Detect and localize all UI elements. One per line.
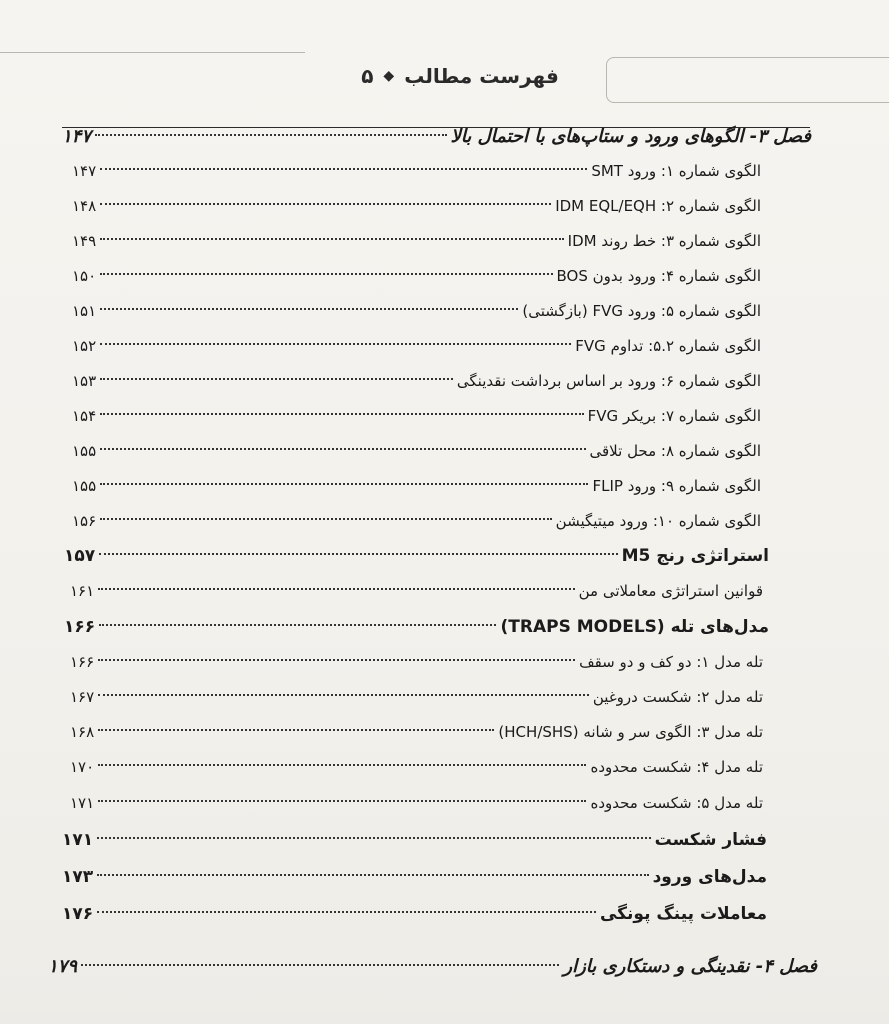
dot-leader — [98, 588, 574, 590]
header-title: فهرست مطالب — [404, 64, 559, 88]
toc-entry-title: فصل ۳- الگوهای ورود و ستاپ‌های با احتمال بالا — [450, 126, 811, 147]
toc-entry-title: الگوی شماره ۲: IDM EQL/EQH — [555, 197, 761, 215]
toc-entry-title: استراتژی رنج M5 — [621, 546, 769, 566]
toc-entry-section[interactable] — [62, 830, 767, 860]
toc-entry-page: ۱۵۲ — [72, 337, 97, 355]
dot-leader — [98, 659, 575, 661]
dot-leader — [100, 273, 552, 275]
toc-entry[interactable] — [70, 653, 763, 683]
toc-entry-chapter-4[interactable] — [48, 956, 817, 986]
toc-entry-page: ۱۵۰ — [72, 267, 97, 285]
toc-entry[interactable] — [70, 794, 763, 824]
toc-entry[interactable] — [72, 162, 761, 192]
dot-leader — [99, 553, 617, 555]
toc-entry-page: ۱۶۸ — [70, 723, 95, 741]
header-page-number: ۵ — [361, 64, 374, 88]
toc-entry-title: مدل‌های ورود — [652, 867, 767, 887]
dot-leader — [100, 448, 585, 450]
toc-entry[interactable] — [72, 372, 761, 402]
toc-entry-title: الگوی شماره ۵.۲: تداوم FVG — [575, 337, 761, 355]
toc-entry-page: ۱۶۷ — [70, 688, 95, 706]
toc-entry-page: ۱۷۳ — [62, 867, 94, 887]
toc-entry[interactable] — [72, 337, 761, 367]
toc-entry-title: تله مدل ۵: شکست محدوده — [590, 794, 763, 812]
toc-entry-page: ۱۴۸ — [72, 197, 97, 215]
toc-entry-title: الگوی شماره ۷: بریکر FVG — [587, 407, 761, 425]
toc-entry[interactable] — [72, 512, 761, 542]
toc-entry-section[interactable] — [62, 867, 767, 897]
toc-entry-page: ۱۵۴ — [72, 407, 97, 425]
toc-entry-page: ۱۷۱ — [62, 830, 94, 850]
dot-leader — [100, 168, 587, 170]
toc-entry-page: ۱۵۳ — [72, 372, 97, 390]
dot-leader — [100, 238, 563, 240]
toc-entry-page: ۱۵۵ — [72, 477, 97, 495]
toc-entry-title: الگوی شماره ۳: خط روند IDM — [567, 232, 761, 250]
dot-leader — [100, 518, 552, 520]
dot-leader — [100, 308, 518, 310]
toc-entry[interactable] — [72, 267, 761, 297]
toc-entry-section[interactable] — [62, 904, 767, 934]
dot-leader — [97, 911, 596, 913]
dot-leader — [100, 413, 584, 415]
page-bottom-edge — [0, 1012, 889, 1024]
toc-entry-title: تله مدل ۲: شکست دروغین — [592, 688, 763, 706]
toc-entry-page: ۱۴۷ — [72, 162, 97, 180]
toc-entry-title: الگوی شماره ۶: ورود بر اساس برداشت نقدینگی — [456, 372, 761, 390]
toc-entry-title: الگوی شماره ۵: ورود FVG (بازگشتی) — [522, 302, 761, 320]
toc-entry-title: الگوی شماره ۱: ورود SMT — [591, 162, 761, 180]
toc-entry-title: الگوی شماره ۹: ورود FLIP — [592, 477, 761, 495]
dot-leader — [95, 134, 446, 136]
dot-leader — [99, 624, 496, 626]
toc-entry-page: ۱۵۱ — [72, 302, 97, 320]
toc-entry-title: الگوی شماره ۱۰: ورود میتیگیشن — [555, 512, 761, 530]
toc-entry-title: قوانین استراتژی معاملاتی من — [578, 582, 763, 600]
toc-entry-title: فصل ۴- نقدینگی و دستکاری بازار — [563, 956, 817, 977]
toc-entry-title: تله مدل ۴: شکست محدوده — [590, 758, 763, 776]
toc-entry[interactable] — [72, 442, 761, 472]
toc-entry-page: ۱۷۹ — [48, 956, 78, 977]
diamond-icon: ◆ — [383, 68, 395, 84]
dot-leader — [100, 203, 551, 205]
dot-leader — [98, 729, 494, 731]
toc-entry[interactable] — [70, 758, 763, 788]
dot-leader — [98, 764, 586, 766]
toc-entry[interactable] — [70, 723, 763, 753]
toc-entry-section[interactable] — [64, 617, 769, 647]
dot-leader — [100, 378, 453, 380]
dot-leader — [100, 343, 571, 345]
toc-entry-title: فشار شکست — [654, 830, 767, 850]
toc-entry-title: تله مدل ۳: الگوی سر و شانه (HCH/SHS) — [498, 723, 763, 741]
toc-entry-page: ۱۴۹ — [72, 232, 97, 250]
toc-entry-page: ۱۶۶ — [64, 617, 96, 637]
toc-entry-section[interactable] — [64, 546, 769, 576]
toc-entry[interactable] — [72, 477, 761, 507]
toc-entry-page: ۱۵۷ — [64, 546, 96, 566]
dot-leader — [98, 800, 586, 802]
dot-leader — [100, 483, 588, 485]
toc-entry[interactable] — [72, 302, 761, 332]
toc-entry-page: ۱۵۵ — [72, 442, 97, 460]
dot-leader — [97, 874, 648, 876]
toc-entry[interactable] — [72, 407, 761, 437]
toc-entry[interactable] — [70, 688, 763, 718]
toc-entry-page: ۱۶۱ — [70, 582, 95, 600]
dot-leader — [97, 837, 650, 839]
toc-entry-page: ۱۶۶ — [70, 653, 95, 671]
toc-entry-title: الگوی شماره ۴: ورود بدون BOS — [556, 267, 761, 285]
toc-entry-page: ۱۷۱ — [70, 794, 95, 812]
toc-entry-title: مدل‌های تله (TRAPS MODELS) — [500, 617, 769, 637]
toc-entry[interactable] — [72, 197, 761, 227]
toc-entry[interactable] — [70, 582, 763, 612]
dot-leader — [98, 694, 589, 696]
toc-entry-page: ۱۴۷ — [62, 126, 92, 147]
toc-entry-page: ۱۷۰ — [70, 758, 95, 776]
toc-entry[interactable] — [72, 232, 761, 262]
toc-entry-title: الگوی شماره ۸: محل تلاقی — [589, 442, 761, 460]
toc-entry-title: معاملات پینگ پونگی — [599, 904, 767, 924]
dot-leader — [81, 964, 559, 966]
toc-entry-title: تله مدل ۱: دو کف و دو سقف — [579, 653, 763, 671]
toc-entry-page: ۱۷۶ — [62, 904, 94, 924]
toc-entry-page: ۱۵۶ — [72, 512, 97, 530]
toc-entry-chapter-3[interactable] — [62, 126, 811, 156]
